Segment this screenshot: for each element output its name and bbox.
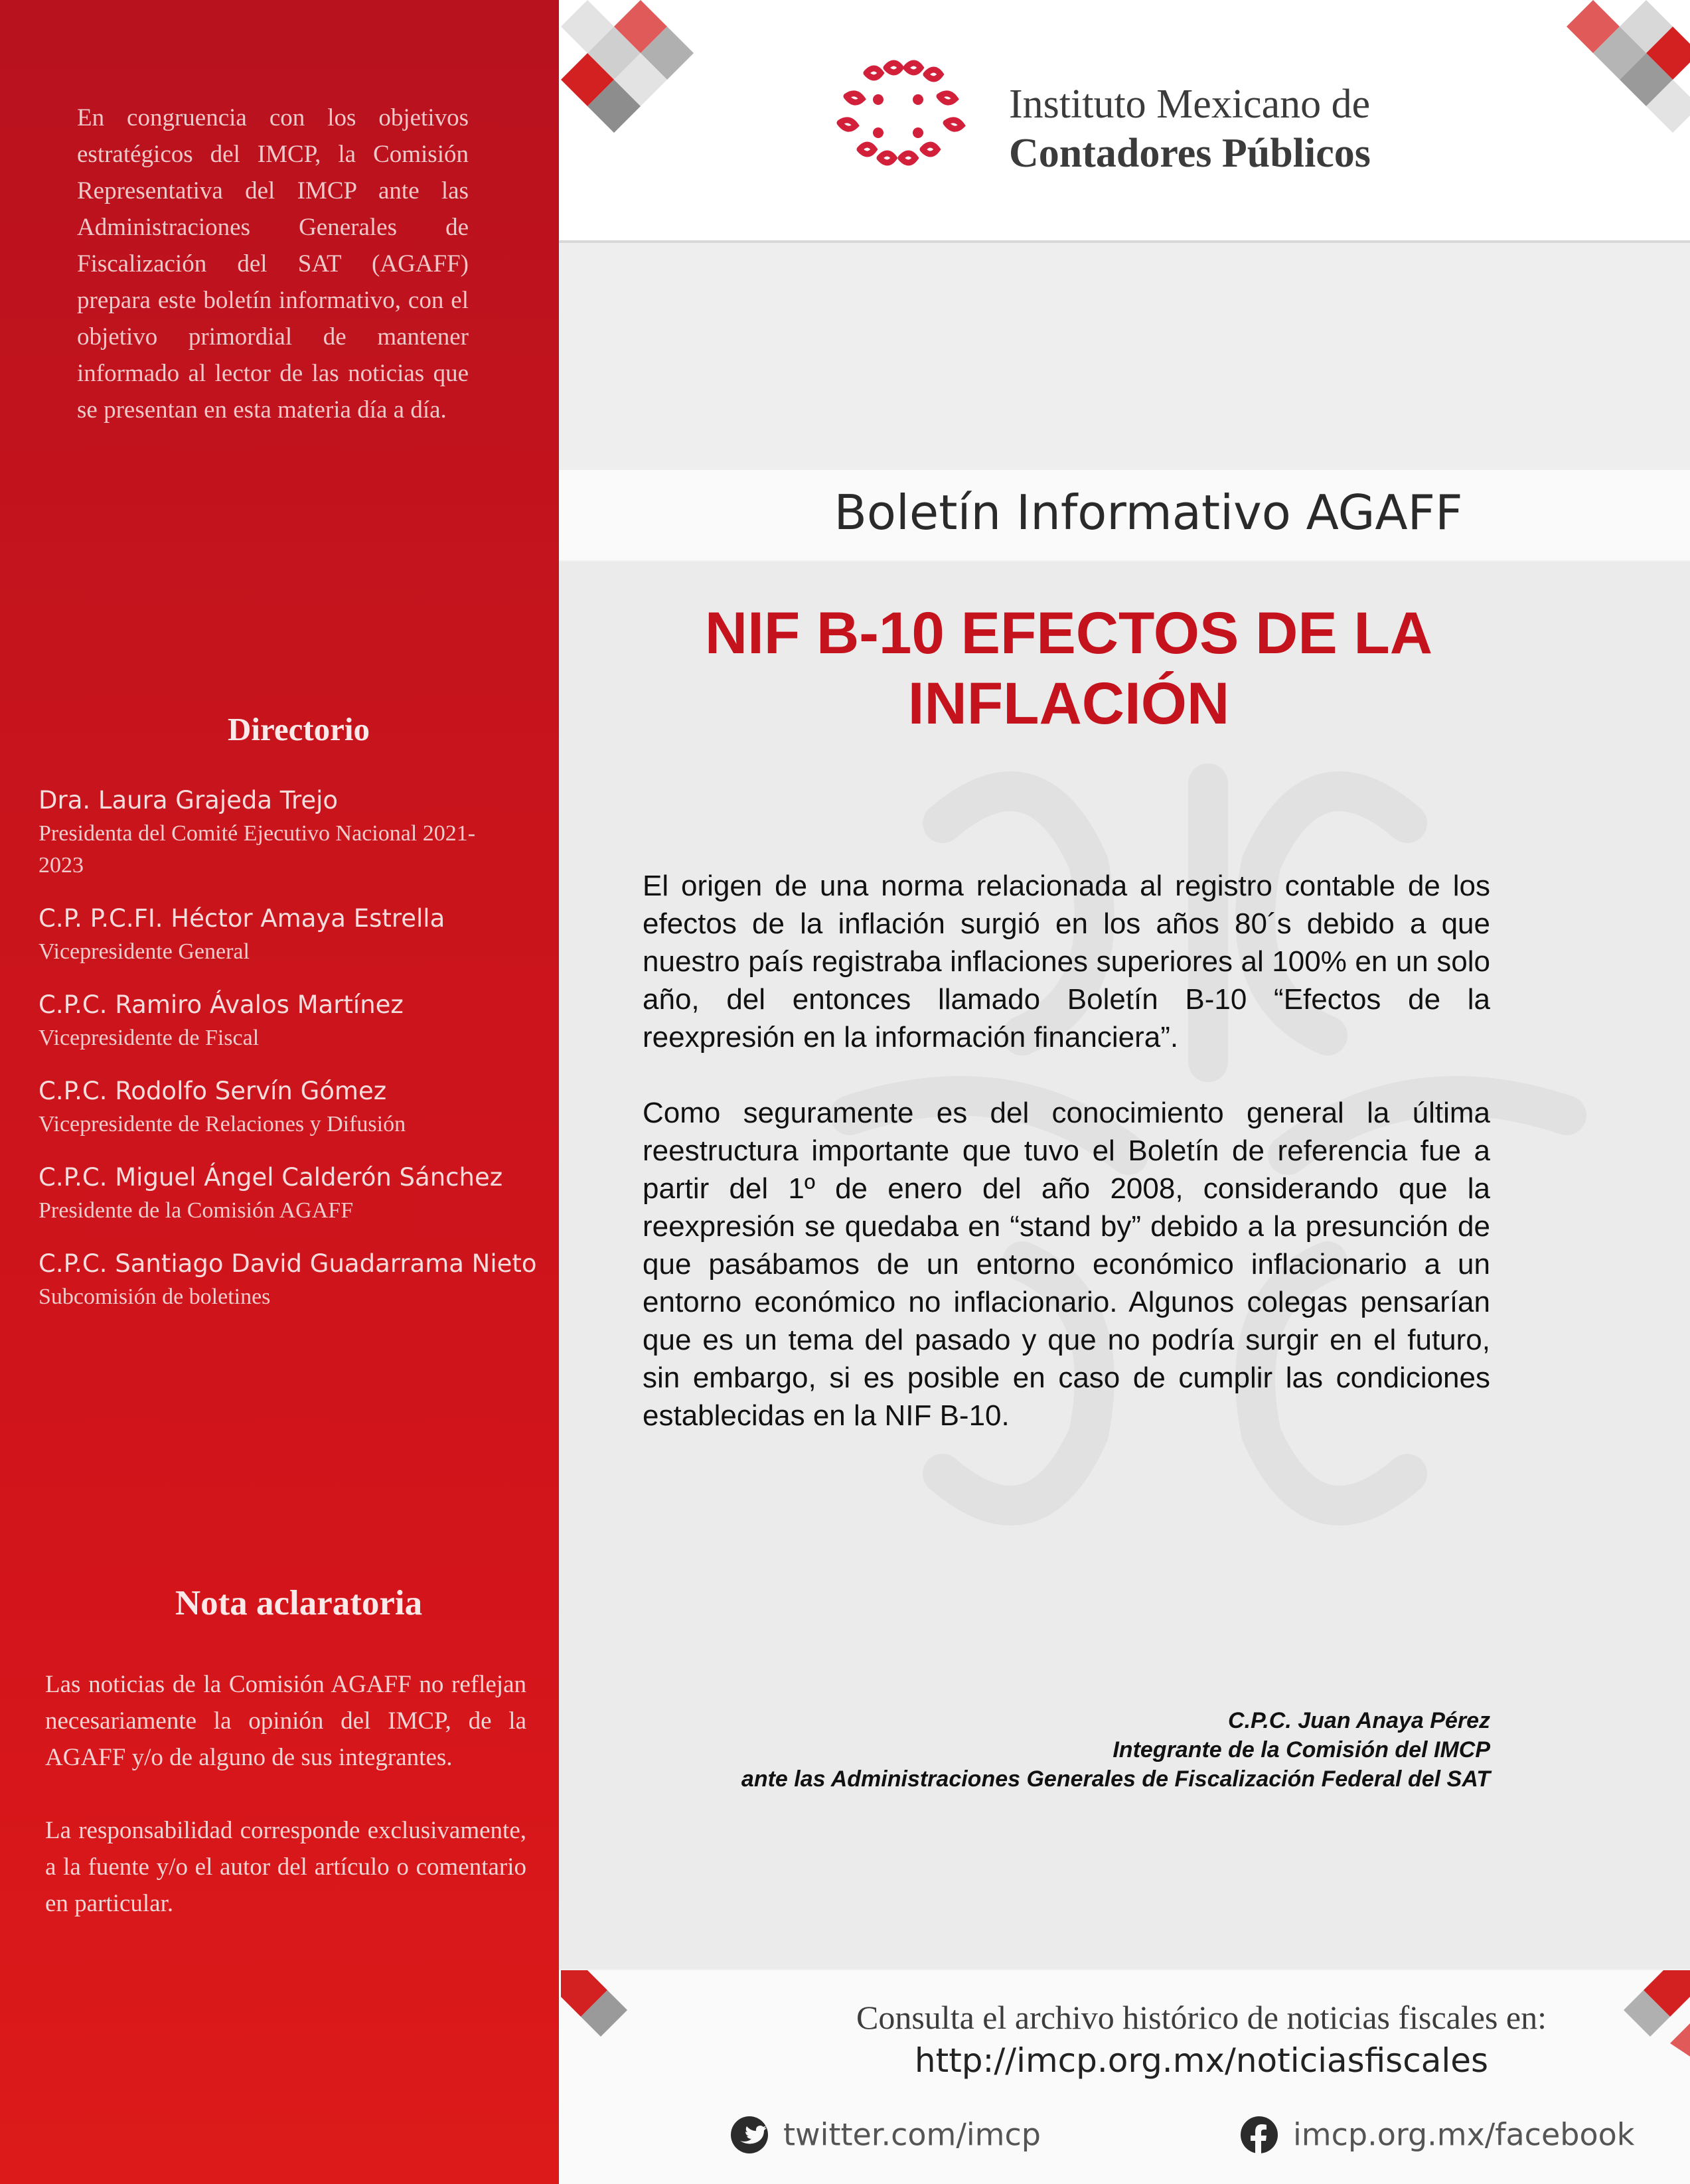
note-heading: Nota aclaratoria [175, 1584, 423, 1622]
sidebar-intro: En congruencia con los objetivos estratégicos del IMCP, la Comisión Representativa del IMCP ante las Administraciones Generales de Fiscalización del SAT (AGAFF) prepara este boletín informativo, con el objetivo primordial de mantener informado al lector de las noticias que se presentan en esta materia día a día. [77, 104, 469, 424]
directory-role: Vicepresidente General [38, 939, 250, 964]
directory-role: Presidente de la Comisión AGAFF [38, 1198, 354, 1223]
facebook-label: imcp.org.mx/facebook [1293, 2116, 1635, 2153]
directory-entry [38, 783, 556, 882]
directory-name: C.P. P.C.FI. Héctor Amaya Estrella [38, 904, 445, 933]
signature-author: C.P.C. Juan Anaya Pérez [1228, 1708, 1490, 1733]
signature [637, 1706, 1490, 1794]
signature-affiliation: ante las Administraciones Generales de Fiscalización Federal del SAT [741, 1766, 1490, 1792]
corner-pattern-icon [1527, 0, 1690, 173]
header-banner-box [559, 240, 1690, 473]
note-text [45, 1666, 526, 1958]
directory-name: C.P.C. Ramiro Ávalos Martínez [38, 990, 404, 1019]
org-name-line2: Contadores Públicos [1009, 131, 1371, 176]
corner-pattern-icon [561, 0, 714, 159]
directory-entry [38, 1074, 556, 1140]
signature-position: Integrante de la Comisión del IMCP [1113, 1737, 1490, 1762]
twitter-link[interactable] [730, 2114, 1041, 2154]
note-paragraph: Las noticias de la Comisión AGAFF no reflejan necesariamente la opinión del IMCP, de la AGAFF y/o de alguno de sus integrantes. [45, 1671, 526, 1771]
note-paragraph: La responsabilidad corresponde exclusivamente, a la fuente y/o el autor del artículo o comentario en particular. [45, 1817, 526, 1917]
org-name [1009, 80, 1371, 178]
twitter-label: twitter.com/imcp [783, 2116, 1041, 2153]
directory-role: Vicepresidente de Relaciones y Difusión [38, 1112, 406, 1136]
bulletin-title: Boletín Informativo AGAFF [834, 485, 1463, 540]
article-body [643, 867, 1490, 1472]
directory-role: Subcomisión de boletines [38, 1285, 271, 1309]
directory-entry [38, 901, 556, 968]
article-title: NIF B-10 EFECTOS DE LA INFLACIÓN [704, 599, 1433, 736]
directory-name: C.P.C. Santiago David Guadarrama Nieto [38, 1249, 537, 1278]
directory-name: Dra. Laura Grajeda Trejo [38, 786, 339, 815]
archive-link[interactable]: http://imcp.org.mx/noticiasfiscales [914, 2041, 1489, 2080]
directory-role: Vicepresidente de Fiscal [38, 1026, 260, 1050]
twitter-icon [730, 2116, 769, 2154]
imcp-logo-icon [826, 60, 969, 173]
directory-role: Presidenta del Comité Ejecutivo Nacional 2021-2023 [38, 821, 476, 878]
directory-heading: Directorio [227, 711, 370, 747]
article-paragraph: Como seguramente es del conocimiento general la última reestructura importante que tuvo el Boletín de referencia fue a partir del 1º de enero del año 2008, considerando que la reexpresión se quedaba en “stand by” debido a la presunción de que pasábamos de un entorno económico inflacionario a un entorno económico no inflacionario. Algunos colegas pensarían que es un tema del pasado y que no podría surgir en el futuro, sin embargo, si es posible en caso de cumplir las condiciones establecidas en la NIF B-10. [643, 1097, 1490, 1432]
org-name-line1: Instituto Mexicano de [1009, 82, 1371, 127]
directory-name: C.P.C. Miguel Ángel Calderón Sánchez [38, 1163, 503, 1192]
facebook-link[interactable] [1240, 2114, 1634, 2154]
article-paragraph: El origen de una norma relacionada al registro contable de los efectos de la inflación surgió en los años 80´s debido a que nuestro país registraba inflaciones superiores al 100% en un solo año, del entonces llamado Boletín B-10 “Efectos de la reexpresión en la información financiera”. [643, 870, 1490, 1053]
directory-entry [38, 1247, 556, 1313]
directory-name: C.P.C. Rodolfo Servín Gómez [38, 1077, 387, 1105]
sidebar [0, 0, 559, 2184]
directory-entry [38, 988, 556, 1054]
archive-text: Consulta el archivo histórico de noticias fiscales en: [856, 1999, 1547, 2036]
footer-corner-pattern-icon [561, 1970, 634, 2050]
directory-list [38, 783, 556, 1333]
directory-entry [38, 1160, 556, 1227]
facebook-icon [1240, 2116, 1278, 2154]
